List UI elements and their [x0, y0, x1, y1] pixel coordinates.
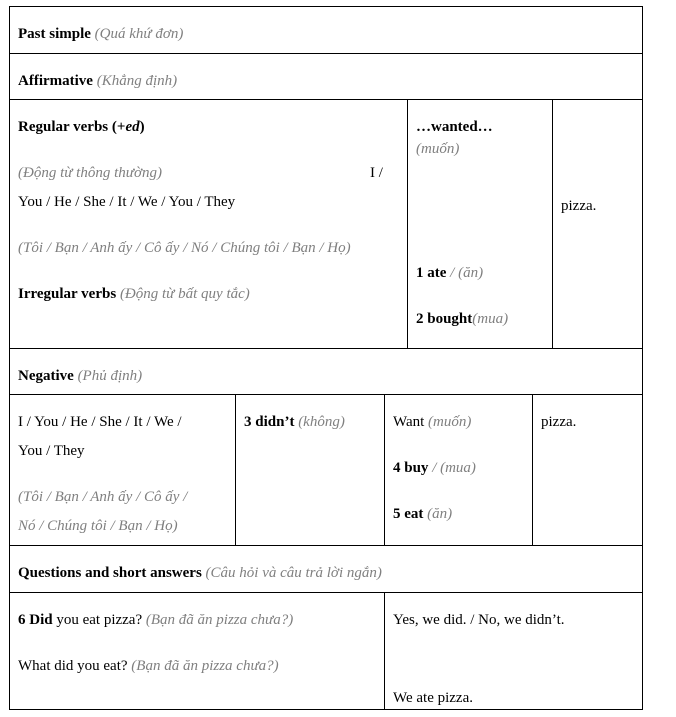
border-left	[9, 6, 10, 710]
regular-verbs-label: Regular verbs (+ed)	[18, 119, 145, 135]
question-1: 6 Did you eat pizza? (Bạn đã ăn pizza chưa?)	[18, 612, 294, 628]
neg-col-divider-2	[384, 394, 385, 545]
negative-pronouns-line2: You / They	[18, 443, 85, 459]
questions-heading	[18, 564, 382, 582]
border-top	[9, 6, 643, 7]
pronoun-list: You / He / She / It / We / You / They	[18, 194, 236, 210]
row-divider-2	[9, 99, 643, 100]
want-verb: Want (muốn)	[393, 414, 472, 430]
aff-col-divider-1	[407, 99, 408, 348]
negative-pronouns-translation-line1: (Tôi / Bạn / Anh ấy / Cô ấy /	[18, 489, 188, 505]
border-right	[642, 6, 643, 710]
pronoun-i: I /	[370, 165, 383, 181]
eat-verb: 5 eat (ăn)	[393, 506, 453, 522]
negative-heading	[18, 367, 142, 385]
negative-pronouns-line1: I / You / He / She / It / We /	[18, 414, 182, 430]
wanted-translation: (muốn)	[416, 141, 460, 157]
question-2: What did you eat? (Bạn đã ăn pizza chưa?)	[18, 658, 279, 674]
neg-col-divider-3	[532, 394, 533, 545]
affirmative-object: pizza.	[561, 198, 597, 214]
negative-translation: (Phủ định)	[77, 368, 143, 384]
negative-object: pizza.	[541, 414, 577, 430]
buy-verb: 4 buy / (mua)	[393, 460, 476, 476]
row-divider-1	[9, 53, 643, 54]
irregular-verbs-label: Irregular verbs (Động từ bất quy tắc)	[18, 286, 250, 302]
affirmative-heading	[18, 72, 177, 90]
negative-label: Negative	[18, 368, 74, 384]
q-col-divider	[384, 592, 385, 709]
ate-verb: 1 ate / (ăn)	[416, 265, 484, 281]
bought-verb: 2 bought(mua)	[416, 311, 509, 327]
affirmative-label: Affirmative	[18, 73, 93, 89]
border-bottom	[9, 709, 643, 710]
page-title	[18, 25, 183, 43]
short-answer: Yes, we did. / No, we didn’t.	[393, 612, 565, 628]
title-translation: (Quá khứ đơn)	[94, 26, 184, 42]
wanted-verb: …wanted…	[416, 119, 493, 135]
row-divider-4	[9, 394, 643, 395]
row-divider-3	[9, 348, 643, 349]
didnt-auxiliary: 3 didn’t (không)	[244, 414, 345, 430]
negative-pronouns-translation-line2: Nó / Chúng tôi / Bạn / Họ)	[18, 518, 178, 534]
full-answer: We ate pizza.	[393, 690, 473, 706]
row-divider-6	[9, 592, 643, 593]
title-text: Past simple	[18, 26, 91, 42]
pronoun-list-translation: (Tôi / Bạn / Anh ấy / Cô ấy / Nó / Chúng tôi / Bạn / Họ)	[18, 240, 351, 256]
questions-translation: (Câu hỏi và câu trả lời ngắn)	[205, 565, 382, 581]
affirmative-translation: (Khẳng định)	[96, 73, 178, 89]
neg-col-divider-1	[235, 394, 236, 545]
regular-verbs-translation: (Động từ thông thường)	[18, 165, 162, 181]
irregular-verbs-translation: (Động từ bất quy tắc)	[119, 286, 250, 302]
aff-col-divider-2	[552, 99, 553, 348]
row-divider-5	[9, 545, 643, 546]
questions-label: Questions and short answers	[18, 565, 202, 581]
